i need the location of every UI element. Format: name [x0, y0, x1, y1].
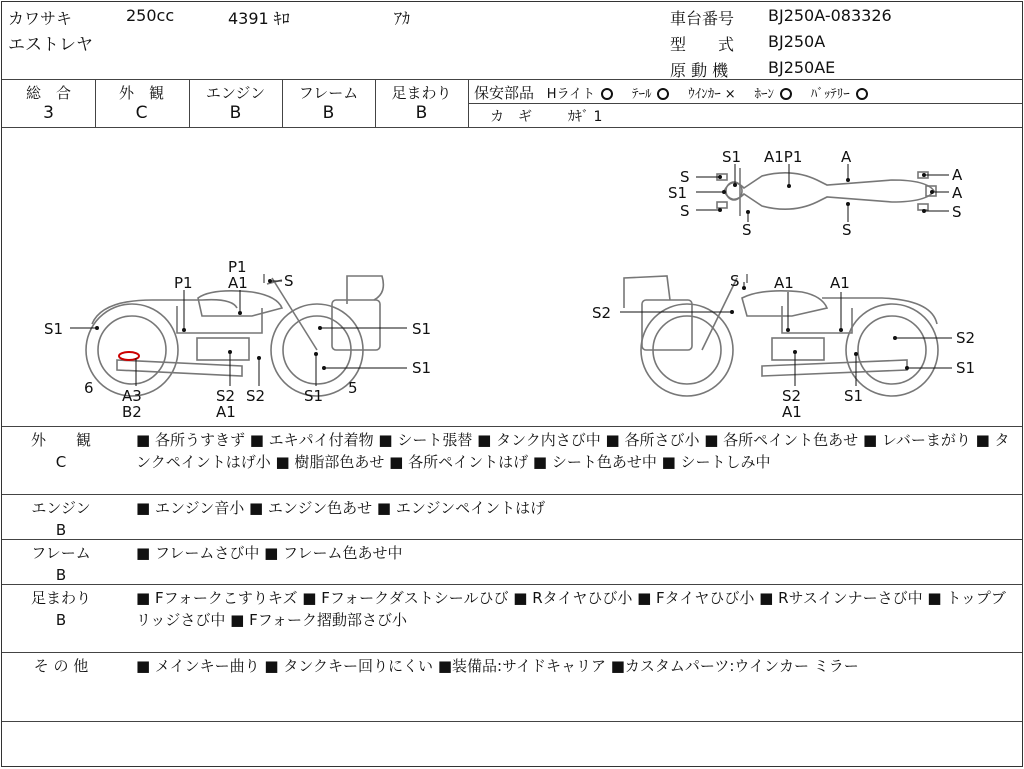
label-left-b2: B2: [122, 403, 142, 421]
circle-icon: [601, 88, 613, 100]
label-left-a1: A1: [228, 274, 248, 292]
engine-label: エンジン: [31, 499, 91, 517]
label-left-p1: P1: [174, 274, 193, 292]
label-left-p1-b: P1: [228, 258, 247, 276]
type-value: BJ250A: [768, 32, 826, 51]
label-top-s-a: S: [680, 168, 690, 186]
label-right-a1: A1: [774, 274, 794, 292]
label-top-a-b: A: [952, 166, 963, 184]
label-top-s-b: S: [680, 202, 690, 220]
label-right-s2: S2: [592, 304, 612, 322]
other-label: そ の 他: [33, 657, 89, 675]
suspension-grade: B: [55, 611, 67, 629]
grade-total: [2, 80, 95, 127]
label-right-a1-c: A1: [782, 403, 802, 421]
label-left-6: 6: [84, 379, 94, 397]
divider: [2, 426, 1022, 427]
grade-exterior: [95, 80, 188, 127]
engine-model-label: 原 動 機: [670, 61, 729, 80]
label-right-s2-c: S2: [782, 387, 802, 405]
grade-suspension: [375, 80, 468, 127]
label-top-a: A: [841, 148, 852, 166]
section-frame-label: [2, 542, 120, 586]
engine-grade: B: [55, 521, 67, 539]
label-left-s2: S2: [216, 387, 236, 405]
winker-label: ｳｲﾝｶｰ: [688, 87, 721, 102]
other-notes: ■ メインキー曲り ■ タンクキー回りにくい ■装備品:サイドキャリア ■カスタムパーツ:ウインカー ミラー: [136, 657, 859, 675]
divider: [2, 494, 1022, 495]
maker: カワサキ: [8, 9, 73, 28]
frame-label: フレーム: [31, 544, 91, 562]
type-label: 型 式: [670, 35, 735, 54]
damage-diagram: [2, 128, 1022, 426]
label-top-s1: S1: [722, 148, 742, 166]
divider: [468, 103, 1022, 104]
grade-engine-label: エンジン: [205, 84, 266, 102]
suspension-label: 足まわり: [30, 589, 91, 607]
divider: [2, 652, 1022, 653]
safety-parts: [474, 82, 868, 103]
label-top-a1p1: A1P1: [764, 148, 803, 166]
winker-mark: ×: [724, 87, 736, 102]
label-left-a3: A3: [122, 387, 142, 405]
label-left-s1-c: S1: [412, 359, 432, 377]
section-engine-label: [2, 497, 120, 541]
label-top-s1-b: S1: [668, 184, 688, 202]
label-left-5: 5: [348, 379, 358, 397]
tail-label: ﾃｰﾙ: [631, 87, 652, 102]
frame-notes: ■ フレームさび中 ■ フレーム色あせ中: [136, 544, 403, 562]
grade-exterior-value: C: [135, 103, 148, 123]
divider: [2, 721, 1022, 722]
circle-icon: [780, 88, 792, 100]
label-right-s2-b: S2: [956, 329, 976, 347]
bike-left-view: [86, 274, 383, 396]
grade-suspension-value: B: [415, 103, 428, 123]
top-view-leaders: [696, 164, 949, 222]
inspection-sheet: [1, 1, 1023, 767]
key-label: カ ギ: [490, 109, 532, 125]
frame-grade: B: [55, 566, 67, 584]
grade-frame-label: フレーム: [298, 84, 359, 102]
label-top-s-c: S: [742, 221, 752, 239]
section-exterior-label: [2, 429, 120, 473]
frame-no: BJ250A-083326: [768, 6, 892, 25]
mileage: 4391 ｷﾛ: [228, 9, 290, 28]
grade-total-value: 3: [43, 103, 54, 123]
exterior-notes: ■ 各所うすきず ■ エキパイ付着物 ■ シート張替 ■ タンク内さび中 ■ 各所さび小 ■ 各所ペイント色あせ ■ レバーまがり ■ タンクペイントはげ小 ■ 樹脂部色あせ ■ 各所ペイントはげ ■ シート色あせ中 ■ シートしみ中: [136, 431, 1010, 471]
label-top-a-c: A: [952, 184, 963, 202]
label-top-s-d: S: [842, 221, 852, 239]
label-left-s1: S1: [44, 320, 64, 338]
label-left-s1-b: S1: [412, 320, 432, 338]
model-name: エストレヤ: [8, 35, 93, 55]
horn-label: ﾎｰﾝ: [754, 87, 774, 102]
section-other-label: [2, 655, 120, 677]
label-left-s: S: [284, 272, 294, 290]
grade-engine: [189, 80, 282, 127]
divider: [2, 539, 1022, 540]
divider: [2, 584, 1022, 585]
safety-label: 保安部品: [474, 84, 535, 102]
bike-top-view: [717, 168, 936, 216]
bike-right-view: [624, 274, 938, 396]
label-right-s1-b: S1: [844, 387, 864, 405]
label-right-s: S: [730, 272, 740, 290]
suspension-notes: ■ Fフォークこすりキズ ■ Fフォークダストシールひび ■ Rタイヤひび小 ■ Fタイヤひび小 ■ Rサスインナーさび中 ■ トップブリッジさび中 ■ Fフォーク摺動部さび小: [136, 589, 1006, 629]
grade-suspension-label: 足まわり: [391, 84, 452, 102]
key-value: ｶｷﾞ 1: [568, 109, 603, 125]
circle-icon: [657, 88, 669, 100]
label-right-a1-b: A1: [830, 274, 850, 292]
grade-total-label: 総 合: [25, 84, 71, 102]
displacement: 250cc: [126, 6, 175, 25]
engine-notes: ■ エンジン音小 ■ エンジン色あせ ■ エンジンペイントはげ: [136, 499, 546, 517]
frame-no-label: 車台番号: [670, 9, 735, 28]
label-left-s1-d: S1: [304, 387, 324, 405]
circle-icon: [856, 88, 868, 100]
color: ｱｶ: [394, 9, 411, 28]
headlight-label: Hライト: [546, 87, 596, 102]
engine-model-value: BJ250AE: [768, 58, 836, 77]
grade-engine-value: B: [229, 103, 242, 123]
label-left-a1-b: A1: [216, 403, 236, 421]
label-left-s2-b: S2: [246, 387, 266, 405]
label-right-s1: S1: [956, 359, 976, 377]
battery-label: ﾊﾞｯﾃﾘｰ: [810, 87, 850, 102]
section-suspension-label: [2, 587, 120, 631]
exterior-label: 外 観: [30, 431, 91, 449]
grade-frame: [282, 80, 375, 127]
exterior-grade: C: [55, 453, 67, 471]
grade-exterior-label: 外 観: [118, 84, 164, 102]
grade-frame-value: B: [322, 103, 335, 123]
label-top-s-e: S: [952, 203, 962, 221]
